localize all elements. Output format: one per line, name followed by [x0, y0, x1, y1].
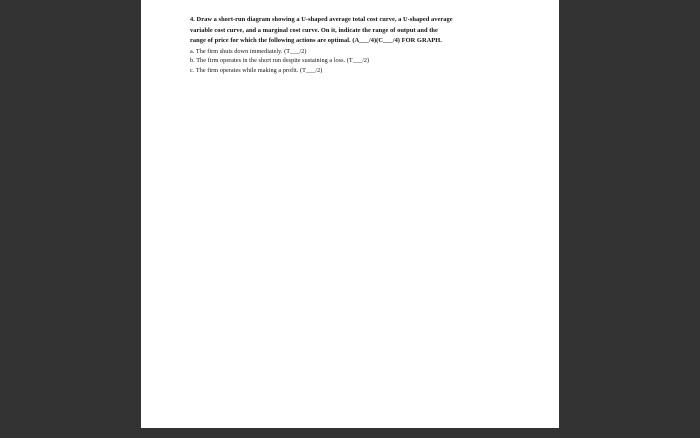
question-part-b: b. The firm operates in the short run despite sustaining a loss. (T___/2) [190, 57, 370, 65]
question-line: variable cost curve, and a marginal cost curve. On it, indicate the range of output and the [190, 26, 438, 34]
question-part-c: c. The firm operates while making a profit. (T___/2) [190, 66, 323, 74]
question-line: range of price for which the following actions are optimal. (A___/4)(C___/4) FOR GRAPH. [190, 37, 442, 44]
document-page [141, 0, 559, 428]
question-4 [190, 15, 530, 47]
question-line: 4. Draw a short-run diagram showing a U-shaped average total cost curve, a U-shaped average [190, 16, 453, 23]
question-part-a: a. The firm shuts down immediately. (T___/2) [190, 47, 307, 55]
